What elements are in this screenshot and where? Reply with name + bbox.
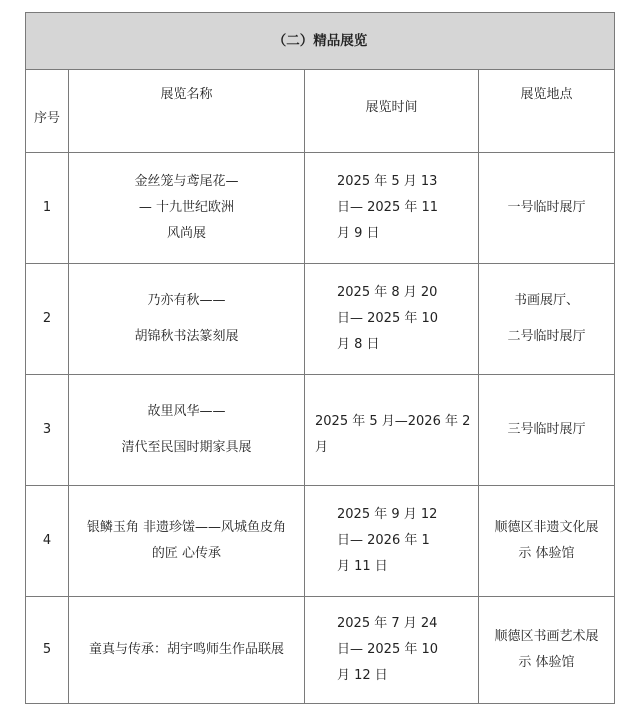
place-line: 顺德区书画艺术展 — [494, 629, 599, 644]
table-title: （二）精品展览 — [26, 13, 615, 70]
line-gap — [75, 314, 298, 324]
name-line: 乃亦有秋—— — [147, 293, 226, 308]
exhibition-place — [479, 597, 615, 704]
place-line: 示 体验馆 — [518, 546, 575, 561]
name-line: 胡锦秋书法篆刻展 — [134, 329, 239, 344]
exhibition-name — [69, 264, 305, 375]
line-gap — [75, 425, 298, 435]
row-number: 1 — [26, 153, 69, 264]
exhibition-place — [479, 375, 615, 486]
time-line: 2025 年 8 月 20 — [337, 285, 438, 300]
table-row — [26, 486, 615, 597]
exhibition-name — [69, 597, 305, 704]
time-line: 月 — [315, 440, 329, 455]
place-line: 二号临时展厅 — [507, 329, 586, 344]
header-place: 展览地点 — [479, 70, 615, 153]
place-line: 书画展厅、 — [513, 293, 579, 308]
time-line: 月 9 日 — [337, 226, 380, 241]
exhibition-place — [479, 153, 615, 264]
exhibition-time — [305, 153, 479, 264]
table-row — [26, 375, 615, 486]
place-line: 顺德区非遗文化展 — [494, 520, 599, 535]
table-row — [26, 153, 615, 264]
time-line: 日— 2025 年 11 — [337, 200, 439, 215]
line-gap — [315, 399, 478, 409]
name-line: 金丝笼与鸢尾花— — [134, 174, 239, 189]
exhibition-time — [305, 264, 479, 375]
header-time: 展览时间 — [305, 70, 479, 153]
name-line: — 十九世纪欧洲 — [138, 200, 235, 215]
time-line: 2025 年 9 月 12 — [337, 507, 438, 522]
line-gap — [485, 314, 608, 324]
name-line: 童真与传承：胡宇鸣师生作品联展 — [88, 642, 284, 657]
place-line: 三号临时展厅 — [507, 422, 586, 437]
table-row — [26, 597, 615, 704]
time-line: 2025 年 5 月 13 — [337, 174, 438, 189]
row-number: 2 — [26, 264, 69, 375]
time-line: 日— 2025 年 10 — [337, 642, 439, 657]
time-line: 日— 2026 年 1 — [337, 533, 430, 548]
place-line: 一号临时展厅 — [507, 200, 586, 215]
row-number: 5 — [26, 597, 69, 704]
time-line: 月 8 日 — [337, 337, 380, 352]
name-line: 的匠 心传承 — [151, 546, 222, 561]
exhibition-table — [25, 12, 615, 704]
time-line: 月 12 日 — [337, 668, 388, 683]
header-row — [26, 70, 615, 153]
time-line: 2025 年 7 月 24 — [337, 616, 438, 631]
place-line: 示 体验馆 — [518, 655, 575, 670]
exhibition-time — [305, 597, 479, 704]
exhibition-place — [479, 264, 615, 375]
table-row — [26, 264, 615, 375]
name-line: 清代至民国时期家具展 — [121, 440, 252, 455]
time-line: 月 11 日 — [337, 559, 388, 574]
exhibition-name — [69, 486, 305, 597]
name-line: 故里风华—— — [147, 404, 226, 419]
name-line: 风尚展 — [166, 226, 206, 241]
exhibition-name — [69, 375, 305, 486]
exhibition-time — [305, 486, 479, 597]
exhibition-name — [69, 153, 305, 264]
header-no: 序号 — [26, 70, 69, 153]
header-name: 展览名称 — [69, 70, 305, 153]
exhibition-time — [305, 375, 479, 486]
time-line: 日— 2025 年 10 — [337, 311, 439, 326]
row-number: 3 — [26, 375, 69, 486]
row-number: 4 — [26, 486, 69, 597]
exhibition-place — [479, 486, 615, 597]
name-line: 银鳞玉角 非遗珍馐——风城鱼皮角 — [86, 520, 287, 535]
time-line: 2025 年 5 月—2026 年 2 — [315, 414, 471, 429]
